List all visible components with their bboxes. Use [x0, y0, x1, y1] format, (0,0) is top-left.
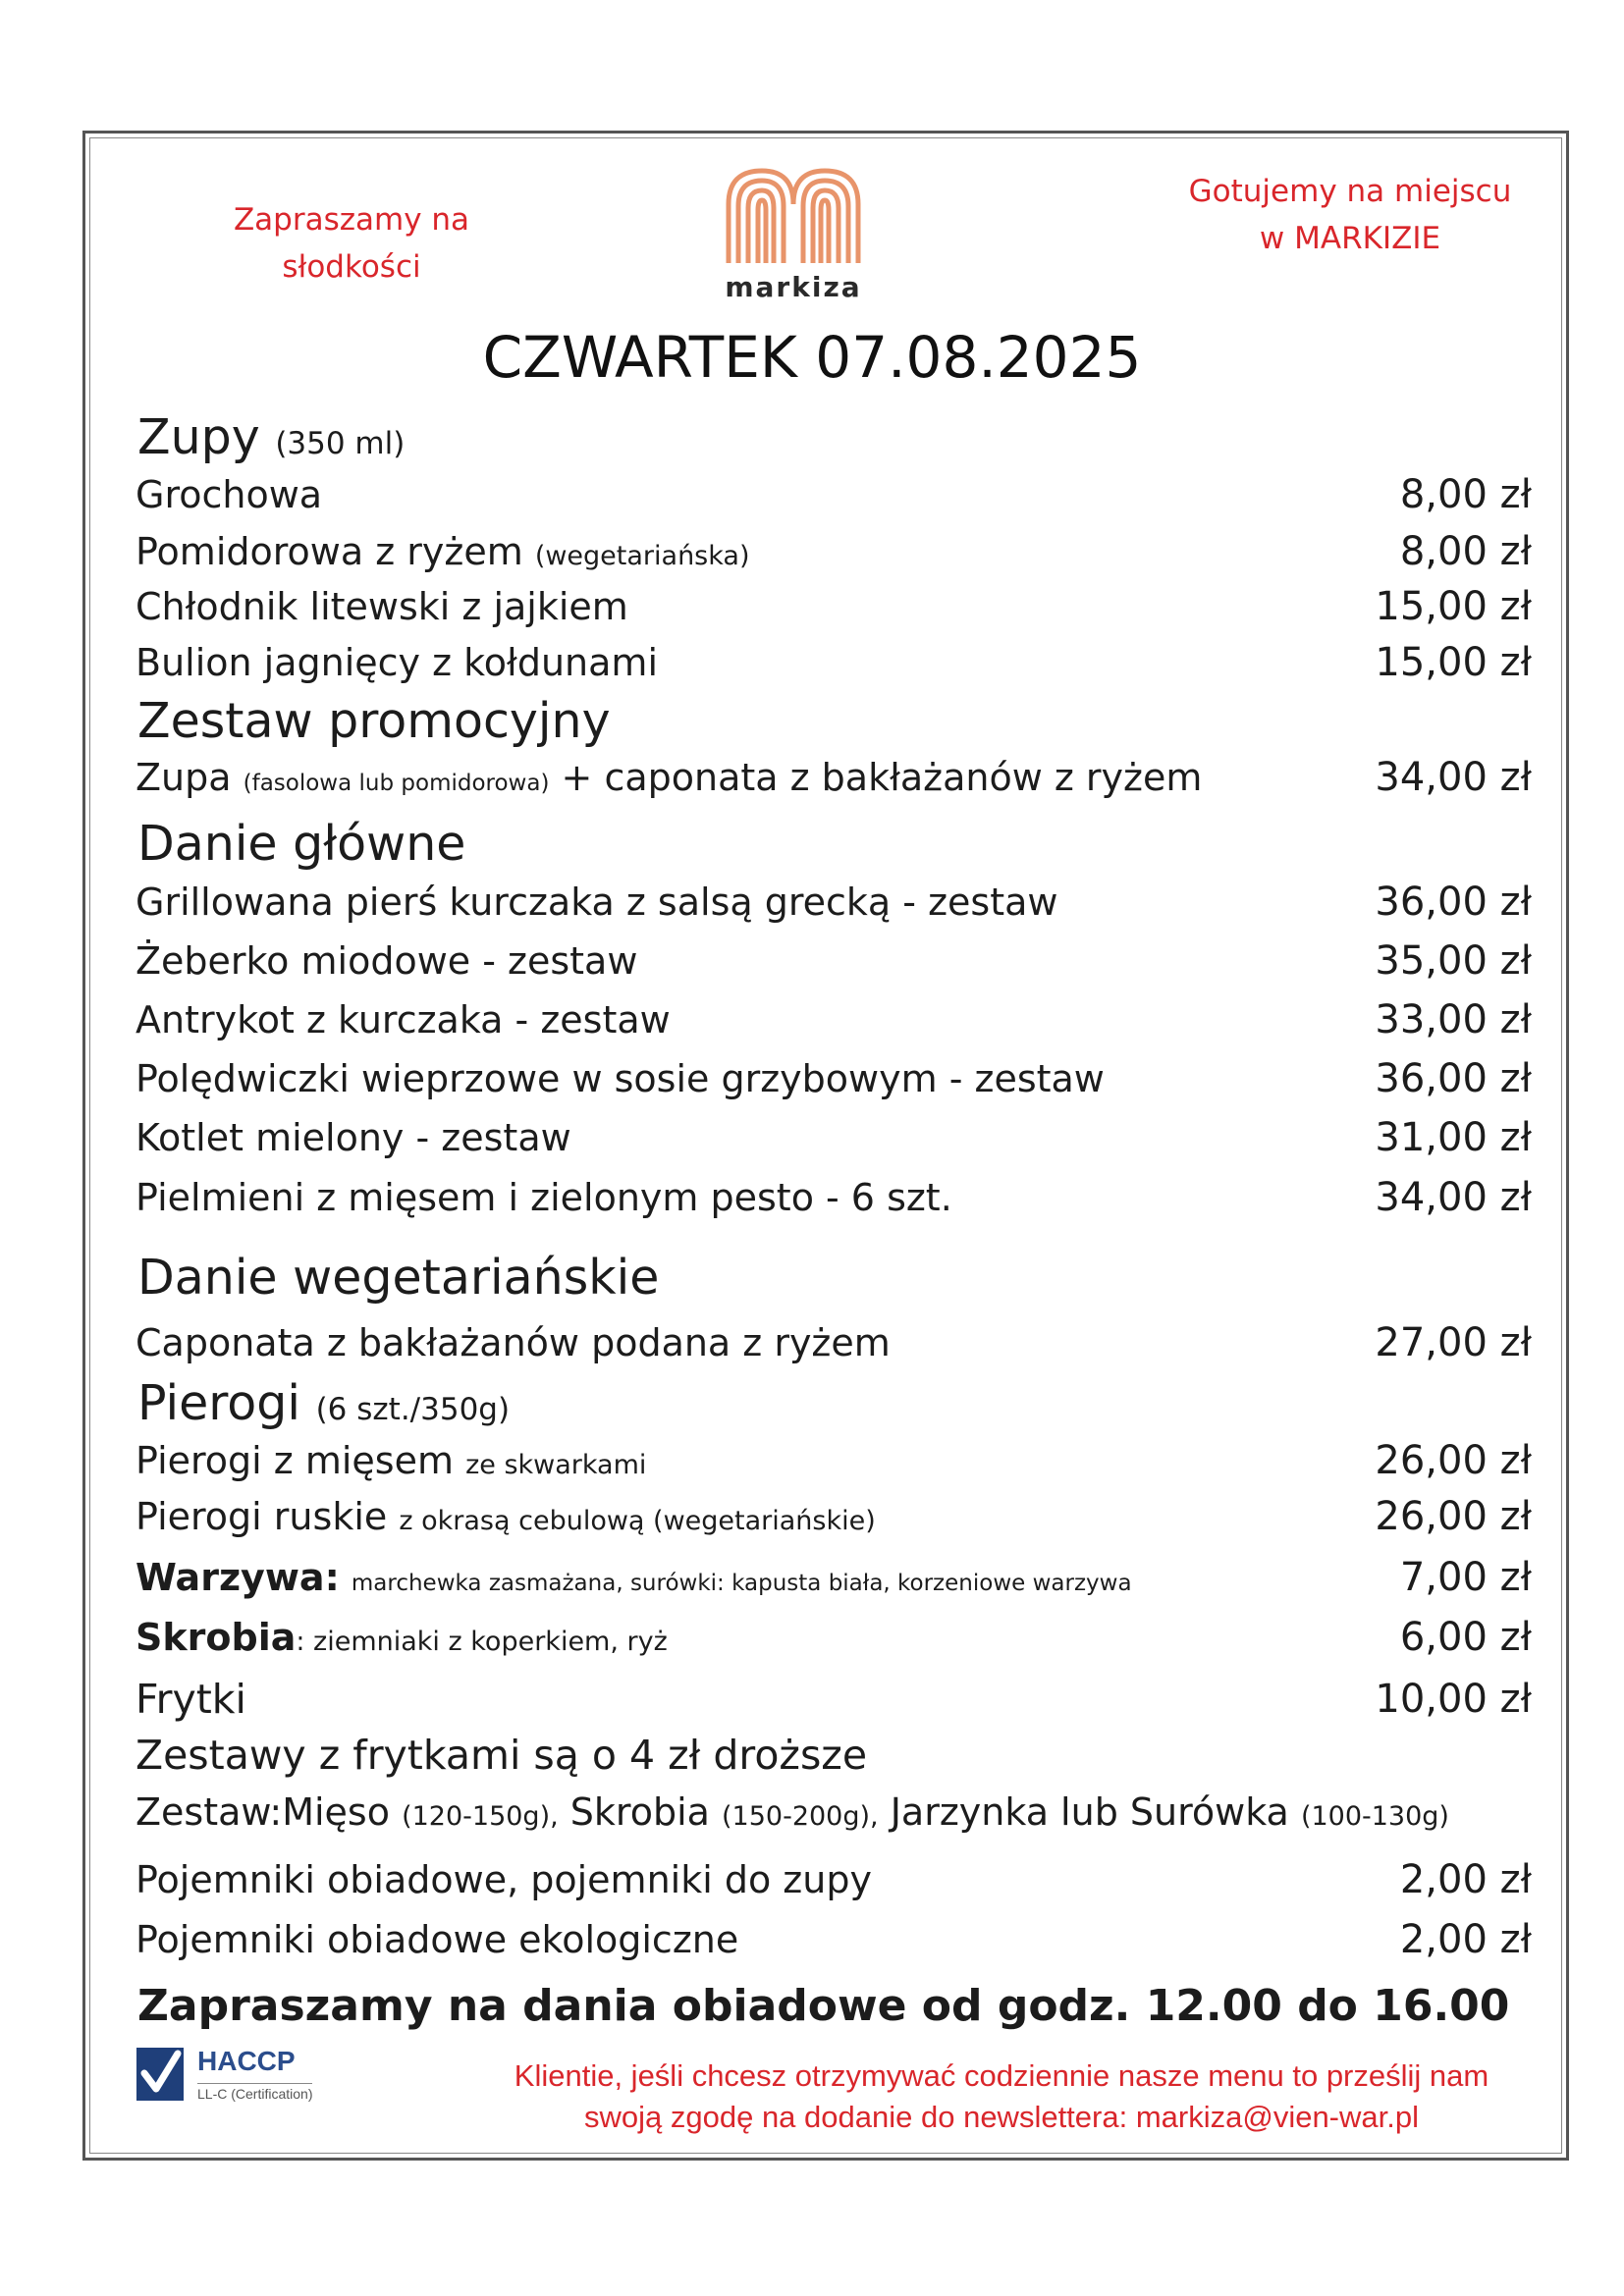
markiza-logo-mark-icon [723, 165, 864, 267]
newsletter-line-1: Klientie, jeśli chcesz otrzymywać codziennie nasze menu to prześlij nam [514, 2058, 1489, 2093]
menu-item-price: 8,00 zł [1399, 529, 1532, 574]
haccp-badge [135, 2044, 341, 2112]
newsletter-notice [432, 2056, 1571, 2138]
promo-item-note: (fasolowa lub pomidorowa) [243, 771, 550, 796]
set-meat-note: (120-150g), [402, 1801, 559, 1832]
sweets-invite-line-2: słodkości [282, 249, 421, 285]
menu-item-name [135, 524, 750, 584]
newsletter-line-2: swoją zgodę na dodanie do newslettera: markiza@vien-war.pl [584, 2100, 1419, 2134]
set-prefix: Zestaw: [135, 1790, 283, 1834]
mains-heading: Danie główne [137, 816, 466, 872]
menu-item-name [135, 1489, 876, 1549]
set-composition-text [135, 1785, 1449, 1844]
cooking-invite [1159, 168, 1542, 262]
pierogi-heading-note: (6 szt./350g) [315, 1392, 511, 1427]
haccp-sub-label: LL-C (Certification) [197, 2083, 312, 2102]
set-veg: Jarzynka lub Surówka [890, 1790, 1289, 1834]
menu-item-note: (wegetariańska) [534, 541, 750, 571]
menu-item-name: Pielmieni z mięsem i zielonym pesto - 6 szt. [135, 1176, 952, 1219]
menu-item-name: Caponata z bakłażanów podana z ryżem [135, 1321, 891, 1364]
menu-item-name-text: Pierogi ruskie [135, 1495, 388, 1538]
menu-item-name-text: Pomidorowa z ryżem [135, 530, 523, 573]
starch-note: : ziemniaki z koperkiem, ryż [296, 1627, 668, 1657]
menu-item [135, 1051, 1532, 1106]
set-veg-note: (100-130g) [1300, 1801, 1449, 1832]
menu-item-name: Grillowana pierś kurczaka z salsą grecką - zestaw [135, 881, 1058, 924]
menu-item-name: Bulion jagnięcy z kołdunami [135, 641, 658, 684]
menu-item-price: 36,00 zł [1375, 880, 1532, 925]
container-item [135, 1852, 1532, 1907]
cooking-invite-line-2: w MARKIZIE [1259, 221, 1441, 256]
vegetables-item-name [135, 1550, 1132, 1611]
menu-item [135, 1489, 1532, 1544]
logo-text: markiza [725, 271, 862, 303]
starch-label: Skrobia [135, 1616, 297, 1659]
pierogi-heading [137, 1372, 510, 1441]
sweets-invite [196, 196, 507, 291]
markiza-logo [720, 165, 867, 303]
menu-item-price: 15,00 zł [1375, 640, 1532, 685]
promo-item-name-text: Zupa [135, 756, 232, 799]
container-item-name: Pojemniki obiadowe, pojemniki do zupy [135, 1858, 872, 1901]
menu-item [135, 635, 1532, 690]
starch-item [135, 1610, 1532, 1665]
menu-item [135, 875, 1532, 930]
soups-heading-note: (350 ml) [275, 426, 406, 461]
menu-item-name: Kotlet mielony - zestaw [135, 1116, 571, 1159]
menu-item [135, 579, 1532, 634]
set-composition [135, 1785, 1532, 1840]
menu-item-note: z okrasą cebulową (wegetariańskie) [399, 1506, 876, 1536]
cooking-invite-line-1: Gotujemy na miejscu [1188, 174, 1512, 209]
promo-heading: Zestaw promocyjny [137, 693, 611, 749]
fries-item [135, 1672, 1532, 1727]
sweets-invite-line-1: Zapraszamy na [233, 202, 470, 238]
container-item-price: 2,00 zł [1399, 1917, 1532, 1962]
menu-item-price: 8,00 zł [1399, 472, 1532, 517]
promo-item [135, 750, 1532, 805]
menu-item [135, 992, 1532, 1047]
menu-item-price: 34,00 zł [1375, 1175, 1532, 1220]
container-item-price: 2,00 zł [1399, 1857, 1532, 1902]
menu-item [135, 467, 1532, 522]
vegetables-note: marchewka zasmażana, surówki: kapusta biała, korzeniowe warzywa [351, 1571, 1132, 1596]
fries-price: 10,00 zł [1375, 1677, 1532, 1722]
menu-item-name: Chłodnik litewski z jajkiem [135, 585, 628, 628]
fries-sets-note-text: Zestawy z frytkami są o 4 zł droższe [135, 1732, 868, 1779]
set-starch-note: (150-200g), [722, 1801, 879, 1832]
soups-heading-text: Zupy [137, 409, 260, 465]
menu-item [135, 524, 1532, 579]
menu-item-note: ze skwarkami [465, 1450, 647, 1480]
menu-item-price: 27,00 zł [1375, 1320, 1532, 1365]
menu-item [135, 934, 1532, 988]
haccp-label: HACCP [197, 2046, 296, 2076]
menu-item [135, 1315, 1532, 1370]
vegetarian-heading: Danie wegetariańskie [137, 1250, 660, 1306]
promo-item-rest: + caponata z bakłażanów z ryżem [561, 756, 1203, 799]
menu-item-name [135, 1433, 646, 1493]
menu-item [135, 1433, 1532, 1488]
vegetables-label: Warzywa: [135, 1556, 340, 1599]
menu-item-price: 33,00 zł [1375, 997, 1532, 1042]
starch-item-name [135, 1610, 668, 1670]
menu-item [135, 1110, 1532, 1165]
haccp-check-icon [135, 2044, 188, 2105]
menu-item-price: 15,00 zł [1375, 584, 1532, 629]
opening-hours: Zapraszamy na dania obiadowe od godz. 12.00 do 16.00 [137, 1981, 1510, 2031]
menu-item-name-text: Pierogi z mięsem [135, 1439, 454, 1482]
soups-heading [137, 406, 405, 475]
fries-name: Frytki [135, 1676, 246, 1723]
menu-item-price: 35,00 zł [1375, 938, 1532, 984]
menu-item-price: 36,00 zł [1375, 1056, 1532, 1101]
promo-item-name [135, 750, 1202, 811]
container-item [135, 1912, 1532, 1967]
menu-item-name: Żeberko miodowe - zestaw [135, 939, 638, 983]
menu-item-price: 26,00 zł [1375, 1494, 1532, 1539]
menu-item-name: Antrykot z kurczaka - zestaw [135, 998, 671, 1041]
menu-item-price: 31,00 zł [1375, 1115, 1532, 1160]
pierogi-heading-text: Pierogi [137, 1375, 300, 1431]
page-title: CZWARTEK 07.08.2025 [482, 324, 1142, 391]
menu-item-name: Polędwiczki wieprzowe w sosie grzybowym - zestaw [135, 1057, 1105, 1100]
menu-item-price: 26,00 zł [1375, 1438, 1532, 1483]
menu-item [135, 1170, 1532, 1225]
set-starch: Skrobia [569, 1790, 710, 1834]
promo-item-price: 34,00 zł [1375, 755, 1532, 800]
vegetables-price: 7,00 zł [1399, 1555, 1532, 1600]
container-item-name: Pojemniki obiadowe ekologiczne [135, 1918, 739, 1961]
menu-item-name: Grochowa [135, 473, 323, 516]
vegetables-item [135, 1550, 1532, 1605]
set-meat: Mięso [282, 1790, 390, 1834]
starch-price: 6,00 zł [1399, 1615, 1532, 1660]
fries-sets-note [135, 1728, 1532, 1783]
